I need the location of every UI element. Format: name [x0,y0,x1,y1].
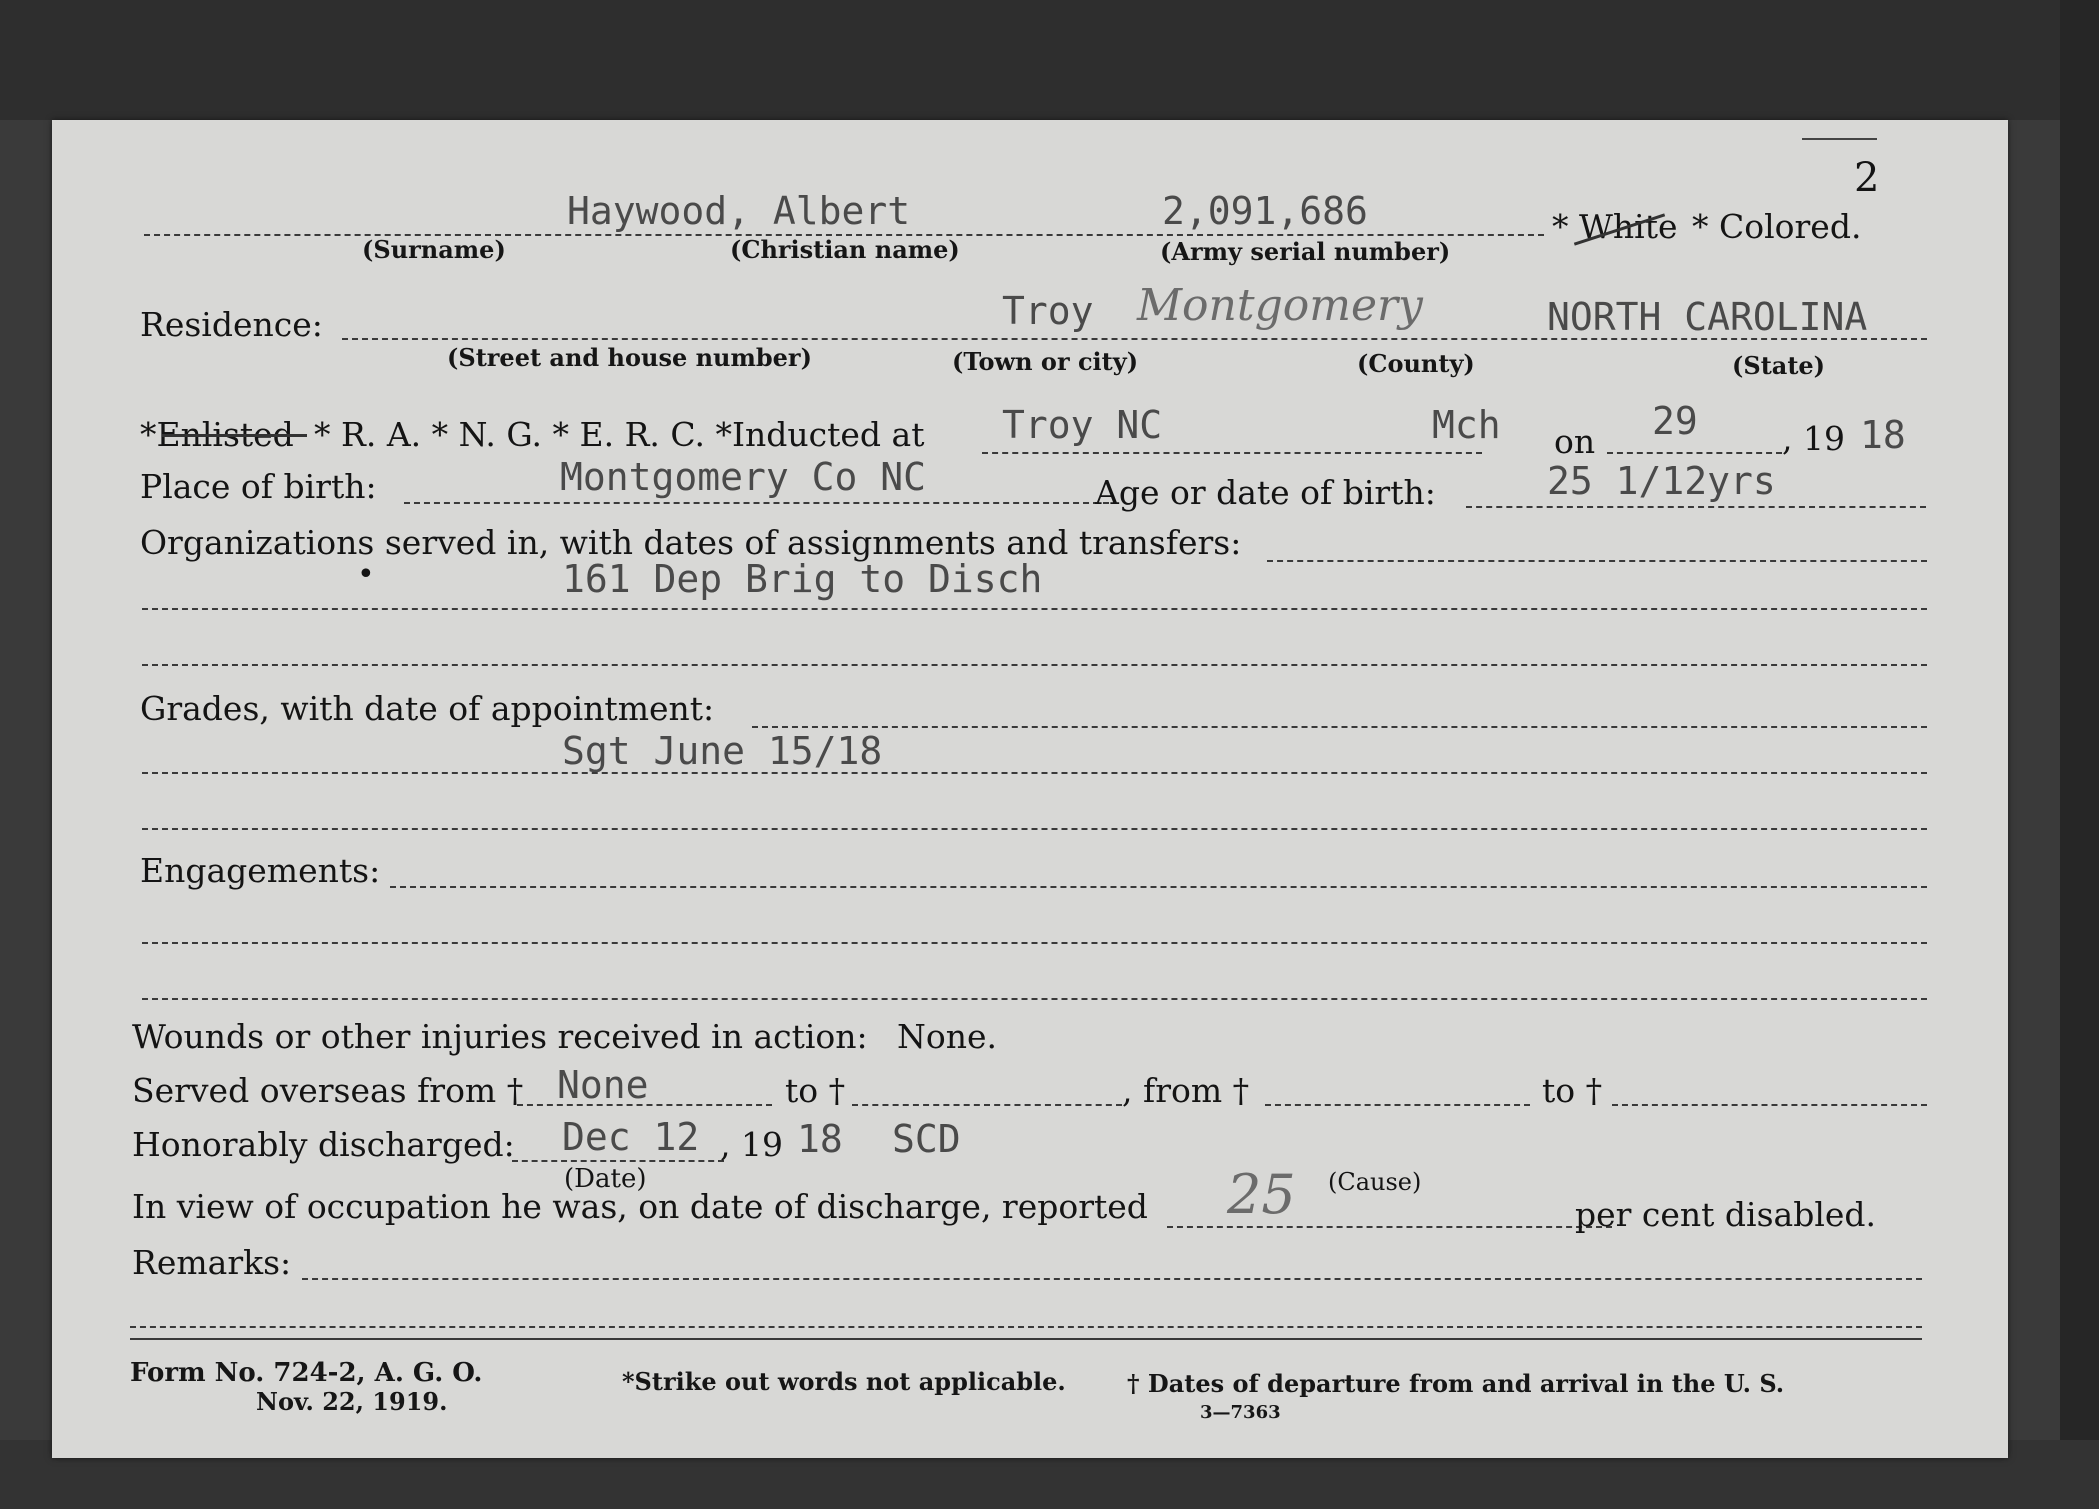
induction-year-value: 18 [1860,413,1906,457]
footer-rule [130,1338,1922,1340]
induction-place-value: Troy NC [1002,403,1163,447]
residence-state-value: NORTH CAROLINA [1547,295,1868,339]
dates-note: † Dates of departure from and arrival in the U. S. [1127,1369,1785,1398]
wounds-value: None. [897,1017,998,1056]
organizations-line-3 [142,664,1927,666]
surname-caption: (Surname) [362,235,506,264]
residence-town-value: Troy [1002,289,1094,333]
overseas-from-line-2 [1265,1104,1530,1106]
remarks-label: Remarks: [132,1243,292,1282]
organizations-line-1 [1267,560,1927,562]
street-caption: (Street and house number) [447,343,812,372]
place-of-birth-line [404,502,1109,504]
overseas-from-value: None [557,1063,649,1107]
scan-background-top [0,0,2099,120]
residence-label: Residence: [140,305,323,344]
discharge-date-line [512,1160,724,1162]
overseas-from-label-2: , from † [1122,1071,1250,1110]
discharge-year-prefix: , 19 [720,1125,783,1164]
discharge-label: Honorably discharged: [132,1125,515,1164]
induction-options-label: * R. A. * N. G. * E. R. C. *Inducted at [314,415,925,454]
card-number-rule [1802,138,1877,140]
grades-value: Sgt June 15/18 [562,729,883,773]
enlisted-strikeout [162,434,307,437]
organizations-line-2 [142,608,1927,610]
grades-line-3 [142,828,1927,830]
organizations-label: Organizations served in, with dates of assignments and transfers: [140,523,1242,562]
print-code: 3—7363 [1200,1402,1281,1423]
induction-day-value: 29 [1652,399,1698,443]
discharge-date-value: Dec 12 [562,1115,700,1159]
place-of-birth-value: Montgomery Co NC [560,455,927,499]
surname-christian-value: Haywood, Albert [567,189,911,233]
county-caption: (County) [1357,349,1475,378]
disability-value: 25 [1227,1163,1296,1226]
age-value: 25 1/12yrs [1547,459,1776,503]
serial-number-caption: (Army serial number) [1160,237,1451,266]
discharge-date-caption: (Date) [564,1164,647,1194]
induction-on-label: on [1554,422,1596,461]
christian-name-caption: (Christian name) [730,235,960,264]
disability-line [1167,1226,1612,1228]
discharge-cause-caption: (Cause) [1328,1168,1422,1196]
engagements-line-2 [142,942,1927,944]
age-label: Age or date of birth: [1095,473,1436,512]
grades-line-2 [142,772,1927,774]
overseas-to-line-2 [1612,1104,1927,1106]
engagements-line-3 [142,998,1927,1000]
induction-place-line [982,452,1482,454]
disability-label: In view of occupation he was, on date of discharge, reported [132,1187,1148,1226]
form-date: Nov. 22, 1919. [256,1387,448,1416]
state-caption: (State) [1732,351,1826,380]
scan-background-right [2060,0,2099,1509]
organizations-bullet: • [357,557,375,592]
enlisted-option: *Enlisted [140,415,294,454]
race-white-label: * White [1552,207,1678,246]
serial-number-value: 2,091,686 [1162,189,1368,233]
form-number: Form No. 724-2, A. G. O. [130,1358,483,1388]
remarks-line-2 [130,1326,1922,1328]
wounds-label: Wounds or other injuries received in action: [132,1017,868,1056]
induction-year-prefix: , 19 [1782,419,1845,458]
discharge-cause-value: SCD [892,1117,961,1161]
town-caption: (Town or city) [952,347,1139,376]
service-record-card [52,120,2008,1458]
grades-line-1 [752,726,1927,728]
overseas-from-label: Served overseas from † [132,1071,524,1110]
age-line [1466,506,1926,508]
grades-label: Grades, with date of appointment: [140,689,715,728]
overseas-to-line-1 [852,1104,1122,1106]
strike-note: *Strike out words not applicable. [622,1367,1066,1396]
card-number: 2 [1854,155,1880,201]
engagements-label: Engagements: [140,851,381,890]
induction-month-value: Mch [1432,403,1501,447]
organizations-value: 161 Dep Brig to Disch [562,557,1043,601]
disability-suffix: per cent disabled. [1575,1195,1877,1234]
residence-county-value: Montgomery [1137,280,1423,331]
overseas-to-label-2: to † [1542,1071,1603,1110]
discharge-year-value: 18 [797,1117,843,1161]
place-of-birth-label: Place of birth: [140,467,377,506]
induction-day-line [1607,452,1782,454]
overseas-to-label-1: to † [785,1071,846,1110]
engagements-line-1 [390,886,1927,888]
race-colored-label: * Colored. [1692,207,1862,246]
remarks-line-1 [302,1278,1922,1280]
